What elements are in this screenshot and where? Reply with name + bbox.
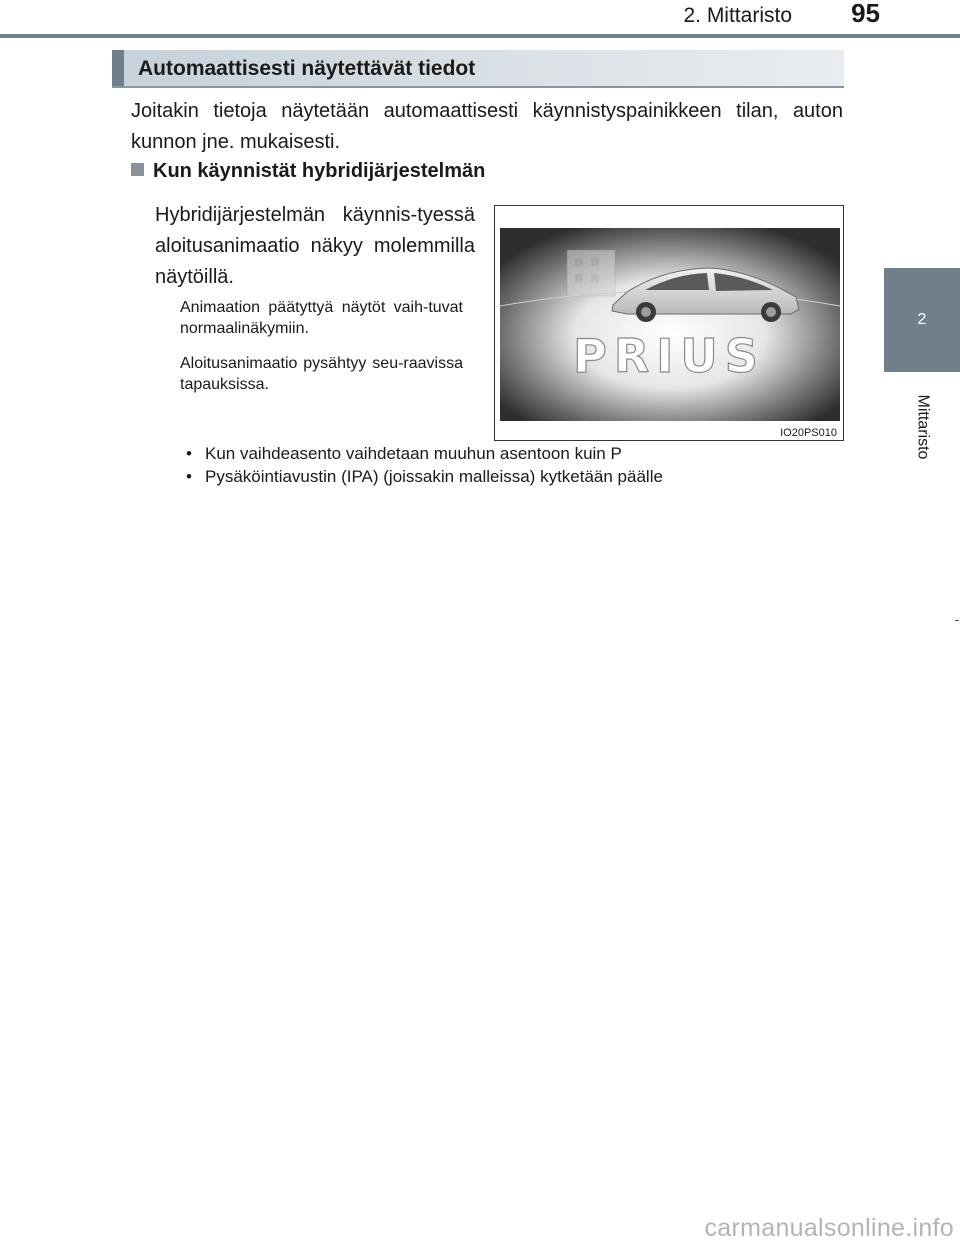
- chapter-tab[interactable]: [884, 268, 960, 372]
- startup-animation-illustration: [495, 206, 843, 440]
- note-paragraph: Animaation päätyttyä näytöt vaih-tuvat normaalinäkymiin.: [180, 299, 463, 337]
- prius-logo: PRIUS: [573, 329, 765, 383]
- section-header: [112, 50, 844, 88]
- square-bullet-icon: [131, 163, 144, 176]
- list-item: • Kun vaihdeasento vaihdetaan muuhun asentoon kuin P: [186, 442, 846, 465]
- body-paragraph: Hybridijärjestelmän käynnis-tyessä aloitusanimaatio näkyy molemmilla näytöillä.: [155, 204, 475, 288]
- chapter-tab-label-text: Mittaristo: [914, 394, 931, 460]
- page-number: 95: [851, 0, 880, 28]
- chapter-tab-label: [884, 372, 960, 482]
- section-title: Automaattisesti näytettävät tiedot: [138, 57, 476, 80]
- figure-code: IO20PS010: [780, 427, 837, 439]
- list-item: • Pysäköintiavustin (IPA) (joissakin malleissa) kytketään päälle: [186, 465, 846, 488]
- chapter-title: 2. Mittaristo: [683, 4, 792, 27]
- watermark-link[interactable]: carmanualsonline.info: [704, 1214, 954, 1242]
- bullet-list: [186, 442, 846, 488]
- intro-paragraph: Joitakin tietoja näytetään automaattisesti käynnistyspainikkeen tilan, auton kunnon jne. mukaisesti.: [131, 100, 843, 153]
- subsection-heading: [131, 160, 485, 183]
- edge-mark: [955, 620, 959, 621]
- header-rule: [0, 34, 960, 38]
- startup-animation-figure: [494, 205, 844, 441]
- screen-background: [500, 228, 840, 421]
- building-icon: [567, 250, 615, 296]
- subsection-heading-text: Kun käynnistät hybridijärjestelmän: [153, 160, 486, 182]
- chapter-tab-number: 2: [917, 311, 927, 328]
- note-paragraph: Aloitusanimaatio pysähtyy seu-raavissa tapauksissa.: [180, 355, 463, 393]
